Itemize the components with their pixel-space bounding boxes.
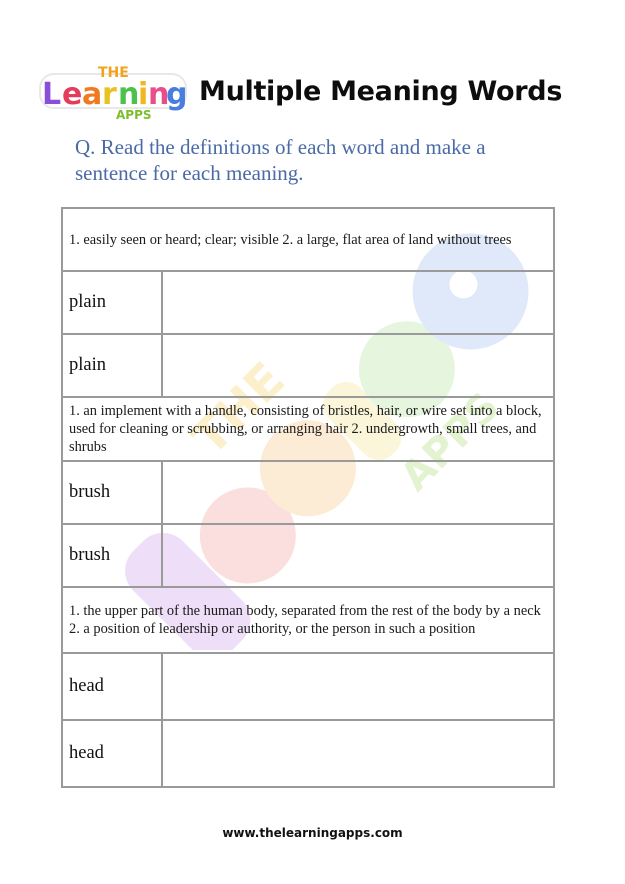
page-title: Multiple Meaning Words: [199, 76, 563, 107]
definition-row: [62, 397, 554, 461]
svg-text:e: e: [62, 77, 83, 112]
word-cell: head: [62, 720, 162, 787]
sentence-answer-field[interactable]: [162, 653, 554, 720]
svg-text:g: g: [166, 77, 188, 112]
logo-bottom-text: APPS: [116, 108, 152, 122]
word-cell: head: [62, 653, 162, 720]
svg-text:APPS: APPS: [392, 383, 509, 501]
answer-row: [62, 524, 554, 587]
sentence-answer-field[interactable]: [162, 334, 554, 397]
svg-text:n: n: [118, 77, 140, 112]
svg-text:THE: THE: [181, 351, 296, 467]
answer-row: [62, 461, 554, 524]
sentence-answer-field[interactable]: [162, 524, 554, 587]
definition-cell: 1. the upper part of the human body, separated from the rest of the body by a neck 2. a position of leadership or authority, or the person in such a position: [62, 587, 554, 653]
learning-apps-logo: [38, 60, 188, 122]
definition-row: [62, 587, 554, 653]
word-cell: plain: [62, 271, 162, 334]
answer-row: [62, 271, 554, 334]
logo-top-text: THE: [98, 65, 129, 81]
footer-url: www.thelearningapps.com: [222, 826, 403, 840]
word-cell: brush: [62, 461, 162, 524]
answer-row: [62, 653, 554, 720]
svg-text:r: r: [102, 77, 117, 112]
answer-row: [62, 334, 554, 397]
question-instructions: Q. Read the definitions of each word and make a sentence for each meaning.: [75, 135, 486, 185]
definition-cell: 1. an implement with a handle, consisting of bristles, hair, or wire set into a block, used for cleaning or scrubbing, or arranging hair 2. undergrowth, small trees, and shrubs: [62, 397, 554, 461]
sentence-answer-field[interactable]: [162, 461, 554, 524]
word-cell: plain: [62, 334, 162, 397]
svg-text:L: L: [42, 77, 62, 112]
svg-text:i: i: [138, 77, 149, 112]
definition-cell: 1. easily seen or heard; clear; visible 2. a large, flat area of land without trees: [62, 208, 554, 271]
svg-text:n: n: [148, 77, 170, 112]
definition-row: [62, 208, 554, 271]
sentence-answer-field[interactable]: [162, 271, 554, 334]
worksheet-table: [61, 207, 555, 788]
svg-text:a: a: [82, 77, 103, 112]
answer-row: [62, 720, 554, 787]
sentence-answer-field[interactable]: [162, 720, 554, 787]
word-cell: brush: [62, 524, 162, 587]
